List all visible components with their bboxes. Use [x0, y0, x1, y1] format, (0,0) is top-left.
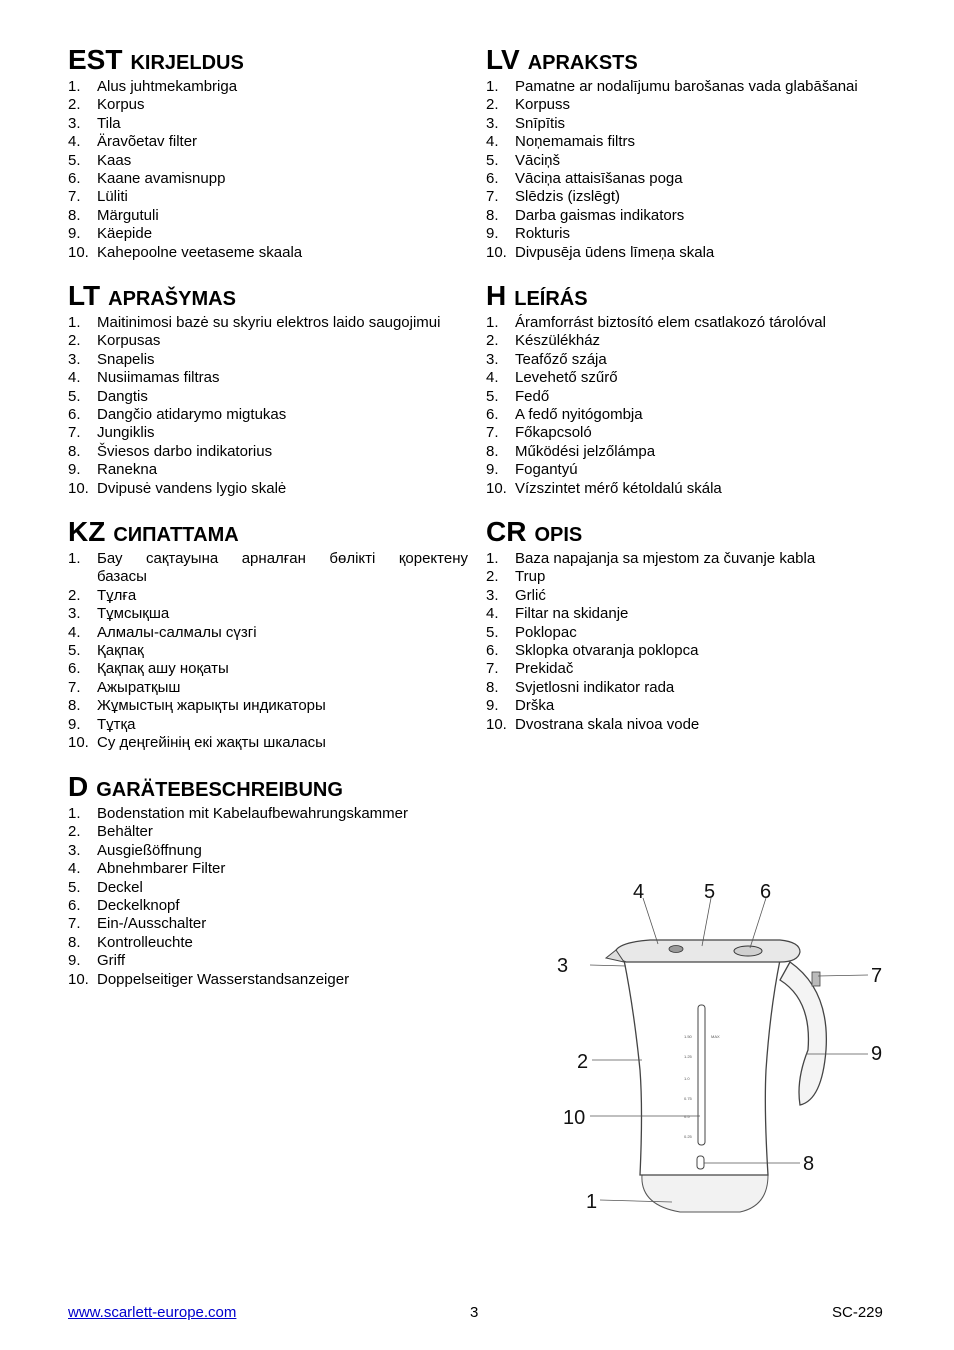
max-mark: MAX — [711, 1034, 720, 1039]
list-item: 5. Қақпақ — [68, 642, 144, 660]
list-item: 4. Noņemamais filtrs — [486, 133, 636, 151]
section-lv — [486, 44, 896, 262]
list-item: 9. Rokturis — [486, 225, 571, 243]
list-item: 8. Kontrolleuchte — [68, 933, 193, 951]
list-item: 1. Áramforrást biztosító elem csatlakozó tárolóval — [486, 314, 826, 331]
callout-6: 6 — [760, 881, 772, 903]
page-number: 3 — [470, 1304, 479, 1321]
list-item: 2. Korpusas — [68, 332, 161, 350]
section-heading — [486, 44, 896, 76]
list-item: 8. Működési jelzőlámpa — [486, 442, 656, 460]
list-item: 1. Baza napajanja sa mjestom za čuvanje kabla — [486, 550, 816, 567]
list-item: 10. Су деңгейінің екі жақты шкаласы — [68, 734, 326, 752]
section-title: APRAŠYMAS — [108, 288, 236, 310]
parts-list — [68, 78, 468, 262]
list-item: 8. Šviesos darbo indikatorius — [68, 442, 273, 460]
list-item: 7. Jungiklis — [68, 424, 155, 442]
section-d — [68, 771, 478, 989]
section-h — [486, 280, 896, 498]
list-item: 2. Trup — [486, 568, 546, 586]
list-item: 7. Slēdzis (izslēgt) — [486, 188, 621, 206]
list-item: 1. Бау сақтауына арналған бөлікті қоректену — [68, 550, 468, 567]
list-item: 3. Ausgießöffnung — [68, 841, 202, 859]
section-title: OPIS — [534, 524, 583, 546]
list-item: 3. Тұмсықша — [68, 605, 170, 623]
power-switch — [812, 972, 820, 986]
list-item: 5. Poklopac — [486, 623, 577, 641]
list-item: 10. Divpusēja ūdens līmeņa skala — [486, 243, 715, 261]
list-item: 4. Äravõetav filter — [68, 133, 198, 151]
list-item: 8. Svjetlosni indikator rada — [486, 678, 675, 696]
list-item: 8. Märgutuli — [68, 206, 159, 224]
list-item: 3. Teafőző szája — [486, 350, 607, 368]
list-item: 3. Grlić — [486, 586, 546, 604]
list-item: 1. Pamatne ar nodalījumu barošanas vada glabāšanai — [486, 78, 858, 95]
section-heading — [68, 44, 468, 76]
list-item: 10. Dvipusė vandens lygio skalė — [68, 479, 287, 497]
list-item: 3. Tila — [68, 114, 121, 132]
list-item: 5. Dangtis — [68, 387, 148, 405]
section-title: KIRJELDUS — [130, 52, 244, 74]
section-heading — [68, 771, 478, 803]
parts-list — [486, 550, 896, 734]
list-item: 9. Тұтқа — [68, 715, 136, 733]
list-item: 5. Fedő — [486, 387, 550, 405]
list-item: 9. Drška — [486, 697, 555, 715]
indicator-light — [697, 1156, 704, 1169]
list-item: 4. Abnehmbarer Filter — [68, 860, 226, 878]
language-code: LV — [486, 44, 520, 75]
kettle-lid — [616, 940, 800, 962]
list-item: 10. Dvostrana skala nivoa vode — [486, 715, 700, 733]
list-item: 10. Kahepoolne veetaseme skaala — [68, 243, 303, 261]
list-item: 7. Főkapcsoló — [486, 424, 592, 442]
list-item: 6. Dangčio atidarymo migtukas — [68, 406, 287, 424]
parts-list — [486, 314, 896, 498]
callout-2: 2 — [577, 1051, 589, 1073]
list-item: 7. Prekidač — [486, 660, 574, 678]
list-item: 4. Levehető szűrő — [486, 369, 618, 387]
list-item: 4. Filtar na skidanje — [486, 605, 629, 623]
list-item: 6. Vāciņa attaisīšanas poga — [486, 170, 683, 188]
callout-4: 4 — [633, 881, 645, 903]
language-code: CR — [486, 516, 527, 547]
list-item: 7. Ein-/Ausschalter — [68, 915, 207, 933]
list-item: 1. Bodenstation mit Kabelaufbewahrungskammer — [68, 805, 409, 822]
parts-list — [68, 314, 478, 498]
section-heading — [486, 516, 896, 548]
parts-list — [68, 550, 468, 752]
callout-10: 10 — [563, 1107, 586, 1129]
kettle-base — [642, 1175, 768, 1212]
list-item: 5. Vāciņš — [486, 151, 561, 169]
list-item: 10. Doppelseitiger Wasserstandsanzeiger — [68, 970, 350, 988]
parts-list — [68, 805, 478, 989]
section-kz — [68, 516, 468, 752]
list-item: 3. Snīpītis — [486, 114, 566, 132]
section-est — [68, 44, 468, 262]
callout-5: 5 — [704, 881, 716, 903]
list-item: 6. Kaane avamisnupp — [68, 170, 226, 188]
list-item: 8. Darba gaismas indikators — [486, 206, 685, 224]
list-item-continuation: базасы — [97, 568, 147, 586]
list-item: 2. Тұлға — [68, 586, 137, 604]
callout-7: 7 — [871, 965, 883, 987]
parts-list — [486, 78, 896, 262]
language-code: H — [486, 280, 507, 311]
water-level-gauge — [698, 1005, 705, 1145]
list-item: 6. Deckelknopf — [68, 897, 180, 915]
filter-knob — [669, 946, 683, 953]
list-item: 9. Griff — [68, 952, 126, 970]
section-heading — [68, 516, 468, 548]
list-item: 4. Алмалы-салмалы сүзгі — [68, 623, 257, 641]
list-item: 4. Nusiimamas filtras — [68, 369, 220, 387]
scale-mark: 1.25 — [684, 1054, 692, 1059]
section-title: APRAKSTS — [527, 52, 638, 74]
list-item: 5. Kaas — [68, 151, 132, 169]
list-item: 1. Maitinimosi bazė su skyriu elektros laido saugojimui — [68, 314, 441, 331]
callout-9: 9 — [871, 1043, 883, 1065]
list-item: 10. Vízszintet mérő kétoldalú skála — [486, 479, 722, 497]
list-item: 6. Sklopka otvaranja poklopca — [486, 642, 699, 660]
callout-1: 1 — [586, 1191, 598, 1213]
list-item: 1. Alus juhtmekambriga — [68, 78, 238, 95]
list-item: 9. Käepide — [68, 225, 153, 243]
list-item: 3. Snapelis — [68, 350, 155, 368]
list-item: 2. Behälter — [68, 823, 153, 841]
section-heading — [68, 280, 478, 312]
kettle-diagram — [540, 870, 900, 1230]
list-item: 9. Ranekna — [68, 461, 158, 479]
list-item: 9. Fogantyú — [486, 461, 578, 479]
callout-8: 8 — [803, 1153, 815, 1175]
scale-mark: 0.5 — [684, 1114, 690, 1119]
lid-button — [734, 946, 762, 956]
list-item: 7. Ажыратқыш — [68, 678, 181, 696]
list-item: 7. Lüliti — [68, 188, 128, 206]
scale-mark: 1.0 — [684, 1076, 690, 1081]
website-link[interactable]: www.scarlett-europe.com — [68, 1304, 237, 1321]
list-item: 2. Korpus — [68, 96, 145, 114]
scale-mark: 1.50 — [684, 1034, 692, 1039]
language-code: D — [68, 771, 89, 802]
language-code: KZ — [68, 516, 106, 547]
list-item: 2. Korpuss — [486, 96, 571, 114]
section-heading — [486, 280, 896, 312]
list-item: 2. Készülékház — [486, 332, 601, 350]
language-code: LT — [68, 280, 101, 311]
list-item: 6. Қақпақ ашу ноқаты — [68, 660, 229, 678]
language-code: EST — [68, 44, 123, 75]
list-item: 5. Deckel — [68, 878, 143, 896]
list-item: 6. A fedő nyitógombja — [486, 406, 643, 424]
section-title: GARÄTEBESCHREIBUNG — [96, 779, 343, 801]
list-item: 8. Жұмыстың жарықты индикаторы — [68, 697, 326, 715]
section-title: LEÍRÁS — [514, 288, 588, 310]
scale-mark: 0.25 — [684, 1134, 692, 1139]
scale-mark: 0.75 — [684, 1096, 692, 1101]
callout-3: 3 — [557, 955, 569, 977]
section-title: СИПАТТАМА — [113, 524, 239, 546]
section-lt — [68, 280, 478, 498]
section-cr — [486, 516, 896, 734]
model-number: SC-229 — [832, 1304, 883, 1321]
